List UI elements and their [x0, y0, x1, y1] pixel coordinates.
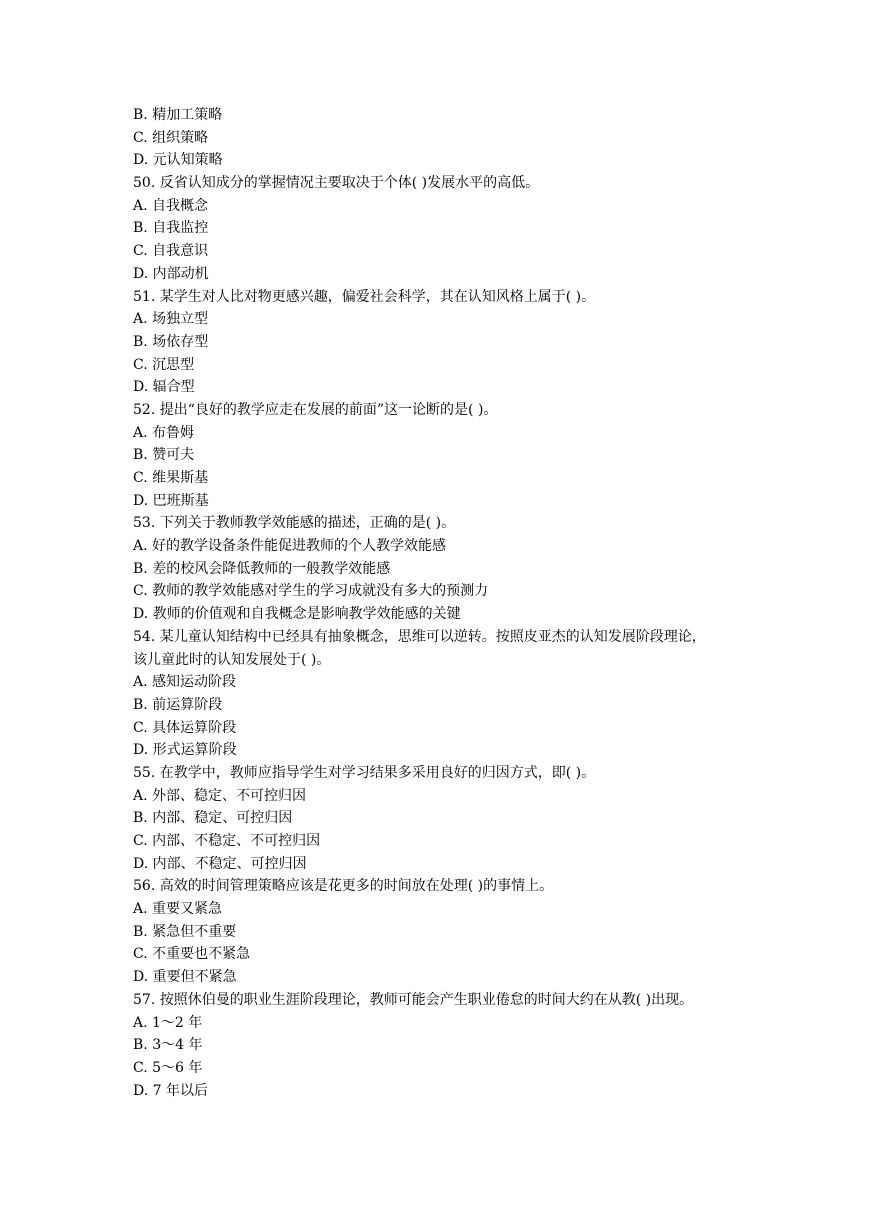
option-line: B. 差的校风会降低教师的一般教学效能感 [133, 560, 391, 577]
option-line: A. 1～2 年 [133, 1014, 203, 1031]
option-line: D. 内部、不稳定、可控归因 [133, 855, 307, 872]
document-page [133, 104, 753, 1102]
option-line: A. 感知运动阶段 [133, 674, 237, 691]
option-line: D. 内部动机 [133, 265, 209, 282]
option-line: C. 自我意识 [133, 243, 209, 260]
option-line: A. 外部、稳定、不可控归因 [133, 787, 307, 804]
option-line: C. 不重要也不紧急 [133, 946, 251, 963]
option-line: A. 布鲁姆 [133, 424, 195, 441]
option-line: C. 组织策略 [133, 129, 209, 146]
option-line: B. 3～4 年 [133, 1037, 203, 1054]
question-57: 57. 按照休伯曼的职业生涯阶段理论，教师可能会产生职业倦怠的时间大约在从教( )出现。 [133, 991, 694, 1008]
question-54: 54. 某儿童认知结构中已经具有抽象概念，思维可以逆转。按照皮亚杰的认知发展阶段理论， [133, 628, 706, 645]
option-line: D. 教师的价值观和自我概念是影响教学效能感的关键 [133, 606, 461, 623]
option-line: D. 重要但不紧急 [133, 969, 237, 986]
option-line: C. 沉思型 [133, 356, 195, 373]
option-line: C. 维果斯基 [133, 470, 209, 486]
option-line: D. 辐合型 [133, 379, 195, 396]
question-51: 51. 某学生对人比对物更感兴趣，偏爱社会科学，其在认知风格上属于( )。 [133, 288, 596, 305]
question-50: 50. 反省认知成分的掌握情况主要取决于个体( )发展水平的高低。 [133, 175, 540, 192]
option-line: C. 具体运算阶段 [133, 719, 237, 736]
question-56: 56. 高效的时间管理策略应该是花更多的时间放在处理( )的事情上。 [133, 878, 554, 895]
option-line: A. 场独立型 [133, 311, 209, 328]
option-line: D. 巴班斯基 [133, 492, 209, 509]
option-line: B. 场依存型 [133, 333, 209, 350]
question-53: 53. 下列关于教师教学效能感的描述，正确的是( )。 [133, 515, 456, 532]
option-line: D. 7 年以后 [133, 1082, 208, 1099]
option-line: C. 教师的教学效能感对学生的学习成就没有多大的预测力 [133, 583, 489, 600]
option-line: D. 元认知策略 [133, 152, 223, 169]
option-line: A. 重要又紧急 [133, 901, 223, 918]
question-55: 55. 在教学中，教师应指导学生对学习结果多采用良好的归因方式，即( )。 [133, 764, 596, 781]
question-54-continued: 该儿童此时的认知发展处于( )。 [133, 651, 331, 668]
option-line: A. 好的教学设备条件能促进教师的个人教学效能感 [133, 538, 447, 555]
option-line: B. 内部、稳定、可控归因 [133, 810, 293, 827]
option-line: B. 紧急但不重要 [133, 923, 237, 940]
option-line: D. 形式运算阶段 [133, 742, 237, 759]
question-52: 52. 提出“良好的教学应走在发展的前面”这一论断的是( )。 [133, 401, 498, 418]
option-line: C. 内部、不稳定、不可控归因 [133, 833, 321, 849]
option-line: B. 自我监控 [133, 220, 209, 237]
option-line: B. 精加工策略 [133, 107, 223, 123]
option-line: A. 自我概念 [133, 197, 209, 214]
option-line: B. 前运算阶段 [133, 696, 223, 713]
option-line: C. 5～6 年 [133, 1059, 203, 1076]
option-line: B. 赞可夫 [133, 447, 195, 464]
